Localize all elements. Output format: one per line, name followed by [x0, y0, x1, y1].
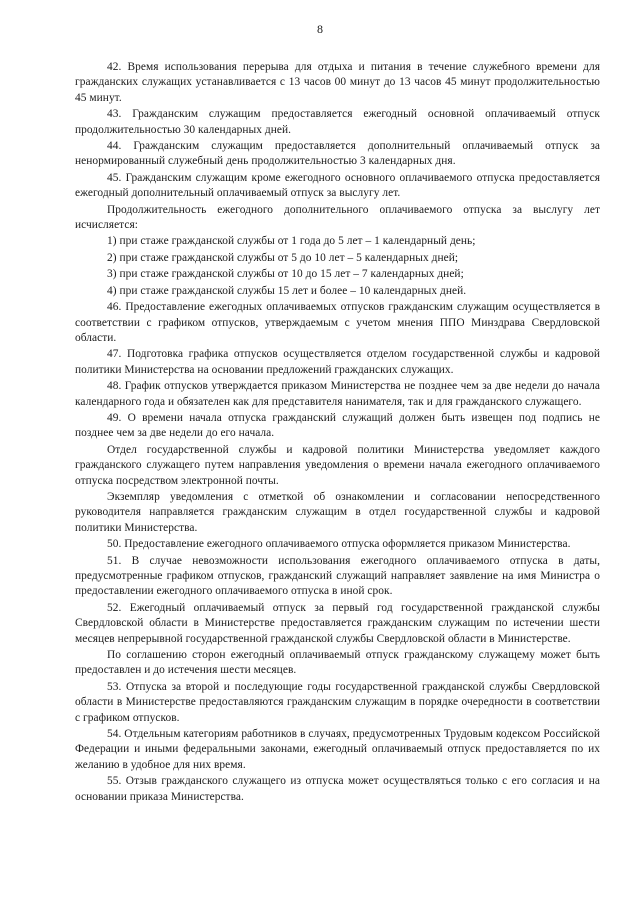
paragraph-50: 50. Предоставление ежегодного оплачиваемого отпуска оформляется приказом Министерства. [107, 538, 571, 551]
list-item-4: 4) при стаже гражданской службы 15 лет и более – 10 календарных дней. [107, 284, 467, 297]
paragraph-43: 43. Гражданским служащим предоставляется ежегодный основной оплачиваемый отпуск продолжительностью 30 календарных дней. [75, 108, 600, 136]
list-item-1: 1) при стаже гражданской службы от 1 года до 5 лет – 1 календарный день; [107, 235, 476, 248]
paragraph-47: 47. Подготовка графика отпусков осуществляется отделом государственной службы и кадровой политики Министерства на основании предложений гражданских служащих. [75, 348, 600, 376]
paragraph-45: 45. Гражданским служащим кроме ежегодного основного оплачиваемого отпуска предоставляется ежегодный дополнительный оплачиваемый отпуск за выслугу лет. [75, 171, 600, 200]
paragraph-52-agreement: По соглашению сторон ежегодный оплачиваемый отпуск гражданскому служащему может быть предоставлен и до истечения шести месяцев. [75, 649, 600, 677]
paragraph-42: 42. Время использования перерыва для отдыха и питания в течение служебного времени для гражданских служащих устанавливается с 13 часов 00 минут до 13 часов 45 минут продолжительностью 45 минут. [75, 61, 600, 104]
list-item-3: 3) при стаже гражданской службы от 10 до 15 лет – 7 календарных дней; [107, 268, 464, 281]
paragraph-44: 44. Гражданским служащим предоставляется дополнительный оплачиваемый отпуск за ненормированный служебный день продолжительностью 3 календарных дня. [75, 140, 600, 168]
paragraph-54: 54. Отдельным категориям работников в случаях, предусмотренных Трудовым кодексом Российской Федерации и иными федеральными законами, ежегодный оплачиваемый отпуск предоставляется по их желанию в удобное для них время. [75, 728, 600, 771]
paragraph-49-copy: Экземпляр уведомления с отметкой об ознакомлении и согласовании непосредственного руководителя направляется гражданским служащим в отдел государственной службы и кадровой политики Министерства. [75, 490, 600, 534]
paragraph-48: 48. График отпусков утверждается приказом Министерства не позднее чем за две недели до начала календарного года и обязателен как для представителя нанимателя, так и для гражданского служащего. [75, 380, 600, 408]
paragraph-55: 55. Отзыв гражданского служащего из отпуска может осуществляться только с его согласия и на основании приказа Министерства. [75, 775, 600, 803]
document-body [75, 60, 600, 805]
paragraph-52: 52. Ежегодный оплачиваемый отпуск за первый год государственной гражданской службы Свердловской области в Министерстве предоставляется гражданским служащим по истечении шести месяцев непрерывной государственной гражданской службы Свердловской области в Министерстве. [75, 601, 600, 645]
paragraph-49: 49. О времени начала отпуска гражданский служащий должен быть извещен под подпись не позднее чем за две недели до его начала. [75, 411, 600, 440]
paragraph-46: 46. Предоставление ежегодных оплачиваемых отпусков гражданским служащим осуществляется в соответствии с графиком отпусков, утверждаемым с учетом мнения ППО Минздрава Свердловской области. [75, 301, 600, 344]
paragraph-49-notification: Отдел государственной службы и кадровой политики Министерства уведомляет каждого гражданского служащего путем направления уведомления о времени начала ежегодного оплачиваемого отпуска посредством электронной почты. [75, 443, 600, 487]
list-item-2: 2) при стаже гражданской службы от 5 до 10 лет – 5 календарных дней; [107, 251, 459, 264]
paragraph-51: 51. В случае невозможности использования ежегодного оплачиваемого отпуска в даты, предусмотренные графиком отпусков, гражданский служащий направляет заявление на имя Министра о предоставлении ежегодного оплачиваемого отпуска в иной срок. [75, 554, 600, 598]
paragraph-53: 53. Отпуска за второй и последующие годы государственной гражданской службы Свердловской области в Министерстве предоставляются гражданским служащим в порядке очередности в соответствии с графиком отпусков. [75, 680, 600, 724]
page-number: 8 [317, 22, 323, 36]
paragraph-45-duration: Продолжительность ежегодного дополнительного оплачиваемого отпуска за выслугу лет исчисляется: [75, 203, 600, 232]
